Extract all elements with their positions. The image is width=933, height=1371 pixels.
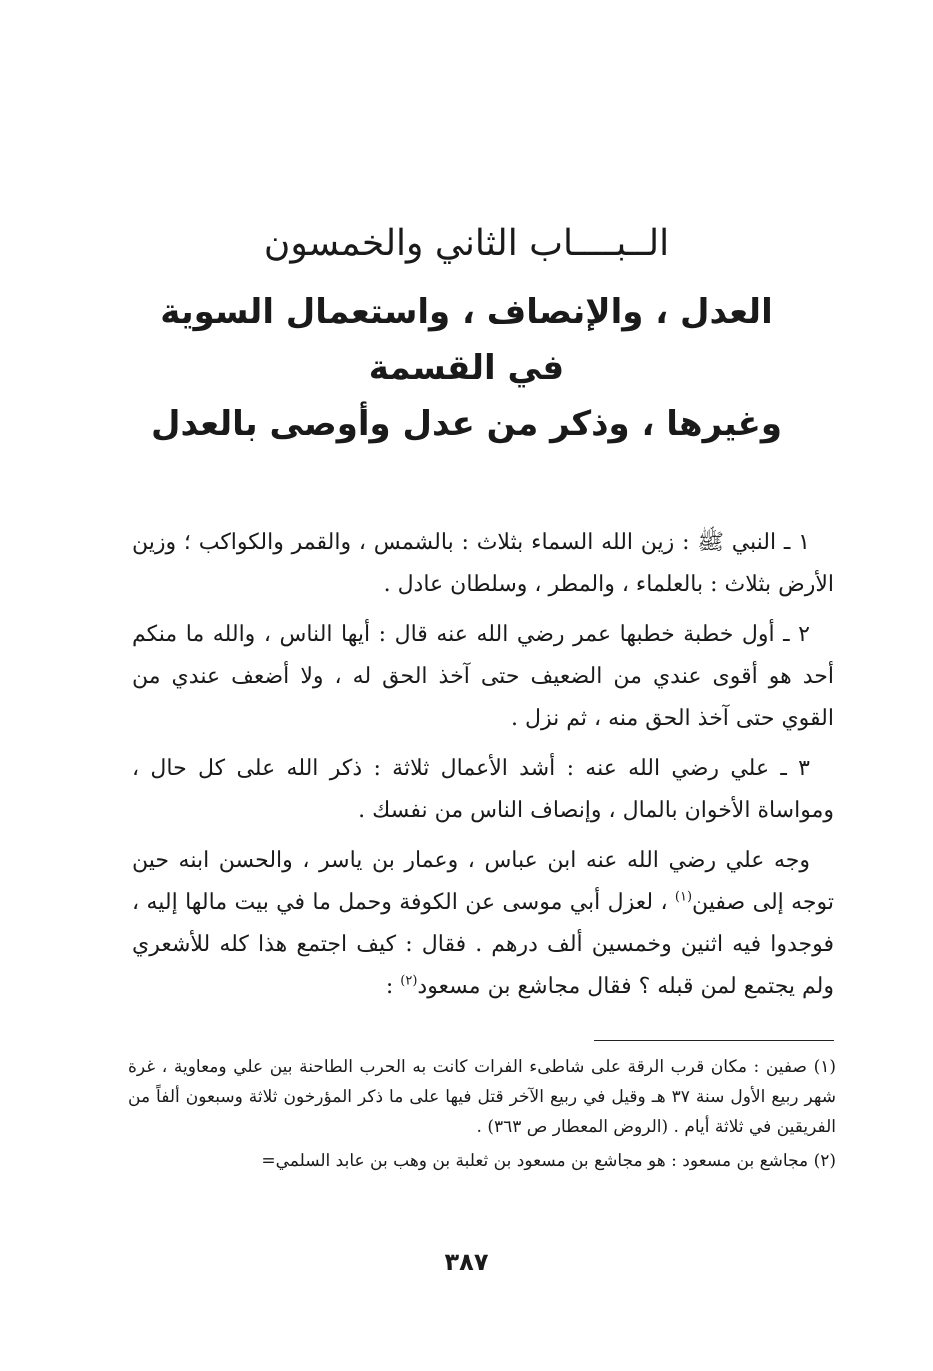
footnote-2-marker: (٢)	[813, 1151, 836, 1171]
footnote-1-text: صفين : مكان قرب الرقة على شاطىء الفرات كانت به الحرب الطاحنة بين علي ومعاوية ، غرة شهر ربيع الأول سنة ٣٧ هـ وقيل في ربيع الآخر قتل فيها على ما ذكر المؤرخون ثلاثة وسبعون ألفاً من الفريقين في ثلاثة أيام . (الروض المعطار ص ٣٦٣) .	[128, 1057, 836, 1137]
footnote-1-marker: (١)	[813, 1057, 837, 1077]
footnote-2	[128, 1146, 836, 1176]
footnote-divider	[594, 1040, 834, 1041]
footnotes	[128, 1052, 836, 1180]
chapter-title-line2: وغيرها ، وذكر من عدل وأوصى بالعدل	[151, 404, 782, 444]
footnote-ref-1[interactable]: (١)	[674, 889, 693, 905]
paragraph-4	[132, 840, 834, 1008]
chapter-label: الــبــــاب الثاني والخمسون	[263, 223, 670, 264]
page-number: ٣٨٧	[444, 1248, 489, 1276]
footnote-ref-2[interactable]: (٢)	[400, 973, 418, 989]
footnote-2-text: مجاشع بن مسعود : هو مجاشع بن مسعود بن ثعلبة بن وهب بن عابد السلمي=	[261, 1151, 809, 1171]
chapter-title	[150, 284, 783, 452]
paragraph-4-part1: وجه علي رضي الله عنه ابن عباس ، وعمار بن ياسر ، والحسن ابنه حين توجه إلى صفين	[132, 848, 834, 915]
footnote-1	[128, 1052, 836, 1142]
paragraph-4-part2: ، لعزل أبي موسى عن الكوفة وحمل ما في بيت مالها إليه ، فوجدوا فيه اثنين وخمسين ألف درهم . فقال : كيف اجتمع هذا كله للأشعري ولم يجتمع لمن قبله ؟ فقال مجاشع بن مسعود	[132, 890, 834, 999]
paragraph-1: ١ ـ النبي ﷺ : زين الله السماء بثلاث : بالشمس ، والقمر والكواكب ؛ وزين الأرض بثلاث : بالعلماء ، والمطر ، وسلطان عادل .	[132, 530, 834, 597]
paragraph-3: ٣ ـ علي رضي الله عنه : أشد الأعمال ثلاثة : ذكر الله على كل حال ، ومواساة الأخوان بالمال ، وإنصاف الناس من نفسك .	[132, 756, 834, 823]
chapter-title-line1: العدل ، والإنصاف ، واستعمال السوية في القسمة	[160, 292, 773, 388]
paragraph-4-part3: :	[385, 974, 401, 999]
paragraph-2: ٢ ـ أول خطبة خطبها عمر رضي الله عنه قال : أيها الناس ، والله ما منكم أحد هو أقوى عندي من الضعيف حتى آخذ الحق له ، ولا أضعف عندي من القوي حتى آخذ الحق منه ، ثم نزل .	[132, 622, 834, 731]
main-text	[132, 522, 834, 1008]
